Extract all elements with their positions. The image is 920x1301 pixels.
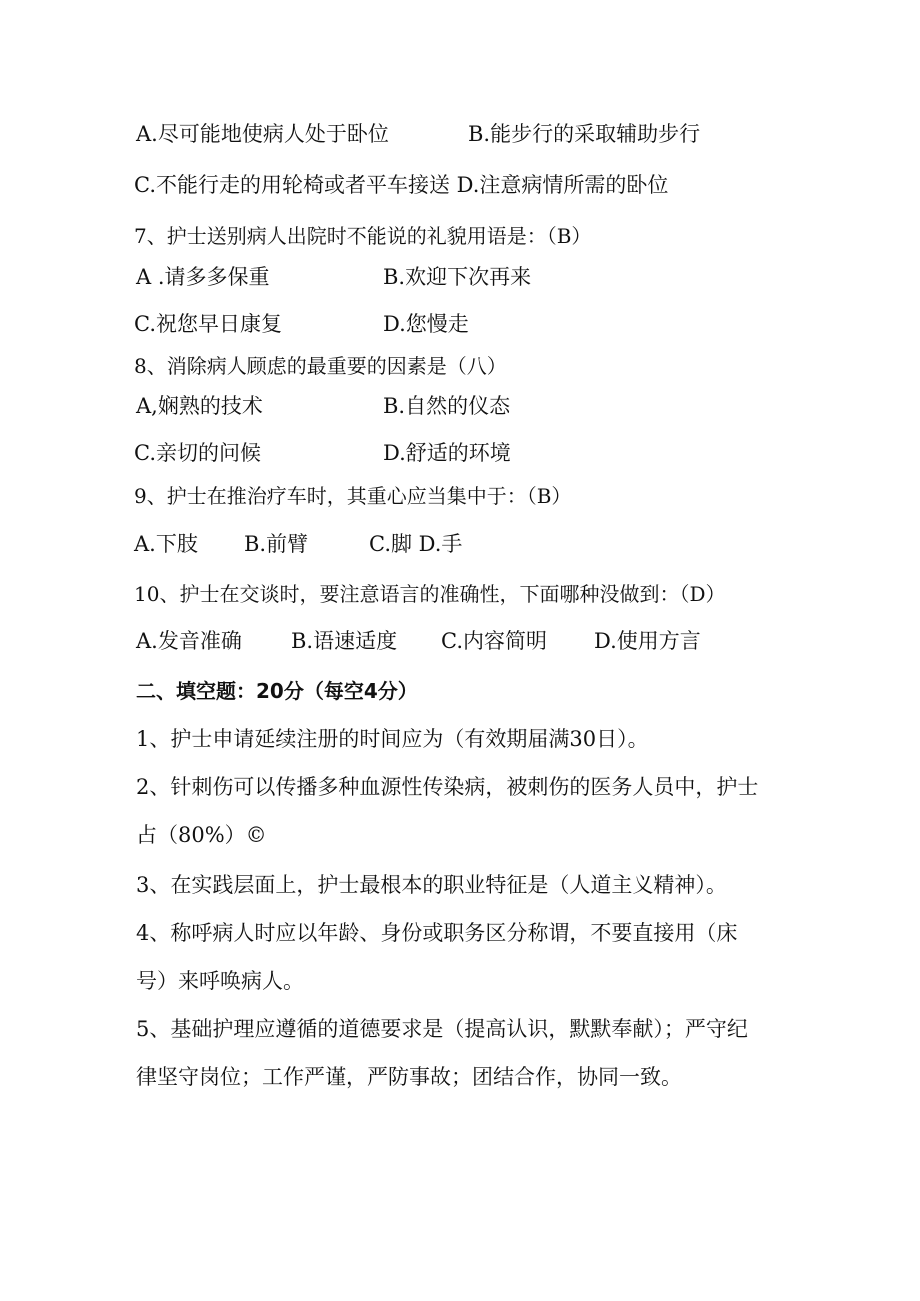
q10-option-b: B.语速适度 [291,629,398,653]
section-heading-fill-in: 二、填空题：20分（每空4分） [136,679,418,703]
fill-item-5-line2: 律坚守岗位；工作严谨，严防事故；团结合作，协同一致。 [136,1065,682,1089]
q7-option-d: D.您慢走 [383,312,469,336]
fill-item-5-line1: 5、基础护理应遵循的道德要求是（提高认识，默默奉献）；严守纪 [136,1017,748,1041]
q8-option-d: D.舒适的环境 [383,441,511,465]
q9-option-b: B.前臂 [244,532,309,556]
q8-option-b: B.自然的仪态 [383,394,511,418]
fill-item-2-line2: 占（80%）© [136,823,267,847]
q10-option-a: A.发音准确 [136,629,242,653]
fill-item-3: 3、在实践层面上，护士最根本的职业特征是（人道主义精神）。 [136,873,727,897]
q10-stem: 10、护士在交谈时，要注意语言的准确性，下面哪种没做到：（D） [134,582,726,606]
fill-item-2-line1: 2、针刺伤可以传播多种血源性传染病，被刺伤的医务人员中，护士 [136,775,759,799]
q7-stem: 7、护士送别病人出院时不能说的礼貌用语是：（B） [134,224,592,248]
q9-stem: 9、护士在推治疗车时，其重心应当集中于：（B） [134,484,572,508]
fill-item-1: 1、护士申请延续注册的时间应为（有效期届满30日）。 [136,727,649,751]
q6-option-a: A.尽可能地使病人处于卧位 [136,122,389,146]
fill-item-4-line1: 4、称呼病人时应以年龄、身份或职务区分称谓，不要直接用（床 [136,921,738,945]
q9-option-c-d: C.脚 D.手 [369,532,463,556]
q7-option-a: A .请多多保重 [136,265,270,289]
fill-item-4-line2: 号）来呼唤病人。 [136,969,304,993]
q6-options-row2: C.不能行走的用轮椅或者平车接送 D.注意病情所需的卧位 [134,173,669,197]
q7-option-b: B.欢迎下次再来 [383,265,532,289]
q7-option-c: C.祝您早日康复 [134,312,282,336]
q8-stem: 8、消除病人顾虑的最重要的因素是（八） [134,354,507,378]
q8-option-a: A,娴熟的技术 [136,394,263,418]
q8-option-c: C.亲切的问候 [134,441,261,465]
q10-option-d: D.使用方言 [594,629,701,653]
q6-option-b: B.能步行的采取辅助步行 [468,122,701,146]
q10-option-c: C.内容简明 [441,629,547,653]
q9-option-a: A.下肢 [134,532,198,556]
